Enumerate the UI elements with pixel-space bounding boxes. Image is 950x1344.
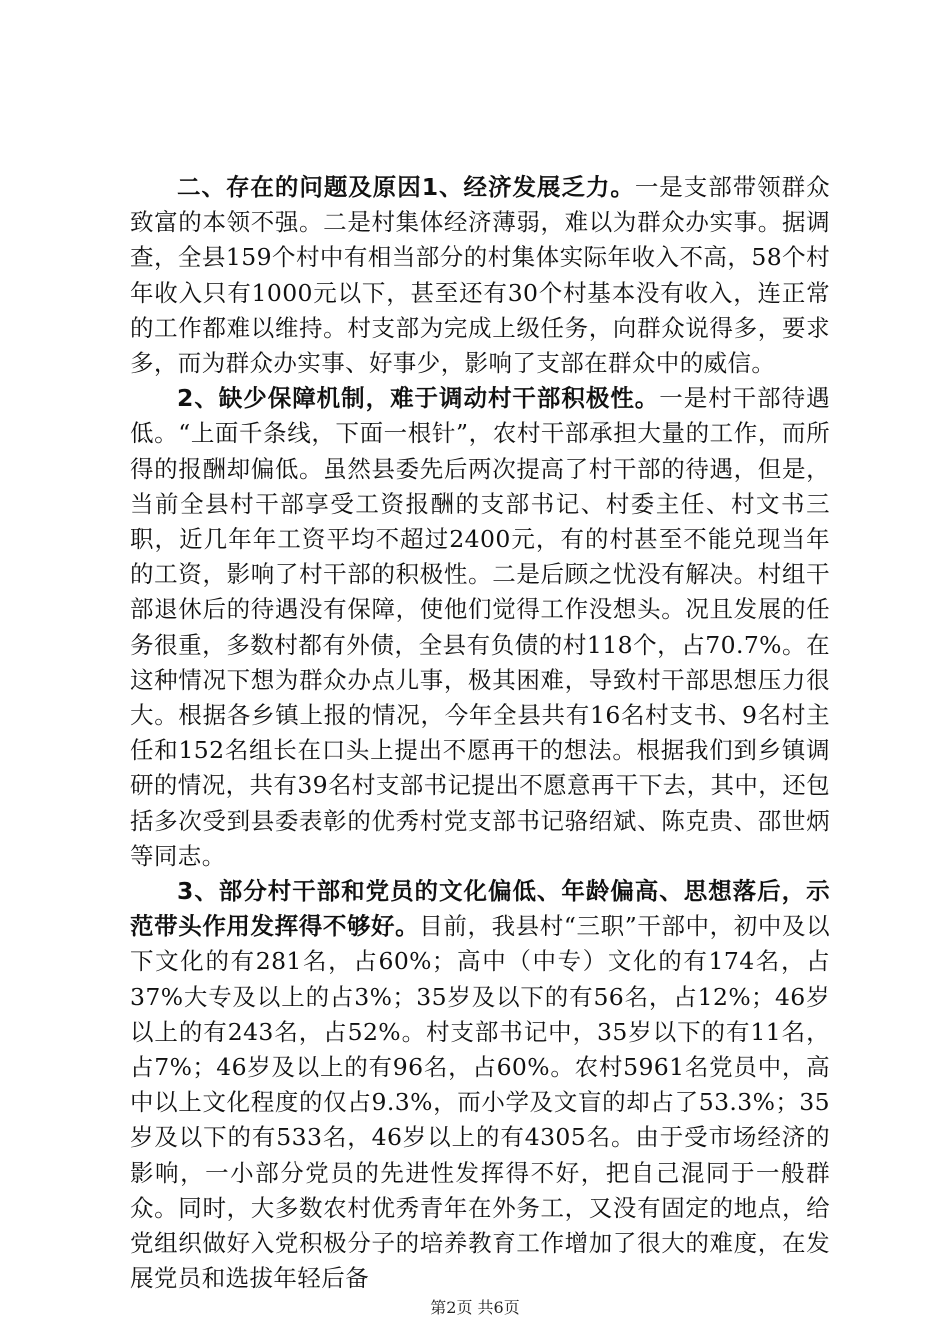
paragraph-cadre-quality [130,874,830,1296]
page-footer: 第2页 共6页 [430,1298,520,1317]
paragraph-text: 目前，我县村“三职”干部中，初中及以下文化的有281名，占60%；高中（中专）文化的有174名，占37%大专及以上的占3%；35岁及以下的有56名，占12%；46岁以上的有243名，占52%。村支部书记中，35岁以下的有11名，占7%；46岁及以上的有96名，占60%。农村5961名党员中，高中以上文化程度的仅占9.3%，而小学及文盲的却占了53.3%；35岁及以下的有533名，46岁以上的有4305名。由于受市场经济的影响，一小部分党员的先进性发挥得不好，把自己混同于一般群众。同时，大多数农村优秀青年在外务工，又没有固定的地点，给党组织做好入党积极分子的培养教育工作增加了很大的难度，在发展党员和选拔年轻后备 [130,912,830,1293]
paragraph-heading: 2、缺少保障机制，难于调动村干部积极性。 [177,384,660,413]
paragraph-text: 一是村干部待遇低。“上面千条线，下面一根针”，农村干部承担大量的工作，而所得的报酬却偏低。虽然县委先后两次提高了村干部的待遇，但是，当前全县村干部享受工资报酬的支部书记、村委主任、村文书三职，近几年年工资平均不超过2400元，有的村甚至不能兑现当年的工资，影响了村干部的积极性。二是后顾之忧没有解决。村组干部退休后的待遇没有保障，使他们觉得工作没想头。况且发展的任务很重，多数村都有外债，全县有负债的村118个，占70.7%。在这种情况下想为群众办点儿事，极其困难，导致村干部思想压力很大。根据各乡镇上报的情况，今年全县共有16名村支书、9名村主任和152名组长在口头上提出不愿再干的想法。根据我们到乡镇调研的情况，共有39名村支部书记提出不愿意再干下去，其中，还包括多次受到县委表彰的优秀村党支部书记骆绍斌、陈克贵、邵世炳等同志。 [130,384,830,870]
paragraph-text: 一是支部带领群众致富的本领不强。二是村集体经济薄弱，难以为群众办实事。据调查，全县159个村中有相当部分的村集体实际年收入不高，58个村年收入只有1000元以下，甚至还有30个村基本没有收入，连正常的工作都难以维持。村支部为完成上级任务，向群众说得多，要求多，而为群众办实事、好事少，影响了支部在群众中的威信。 [130,173,831,378]
paragraph-heading: 二、存在的问题及原因1、经济发展乏力。 [177,173,635,201]
paragraph-heading: 3、部分村干部和党员的文化偏低、年龄偏高、思想落后，示范带头作用发挥得不够好。 [130,877,830,941]
paragraph-economic-issues [130,170,830,381]
paragraph-incentive-mechanism [130,381,830,874]
document-body [130,170,830,1297]
